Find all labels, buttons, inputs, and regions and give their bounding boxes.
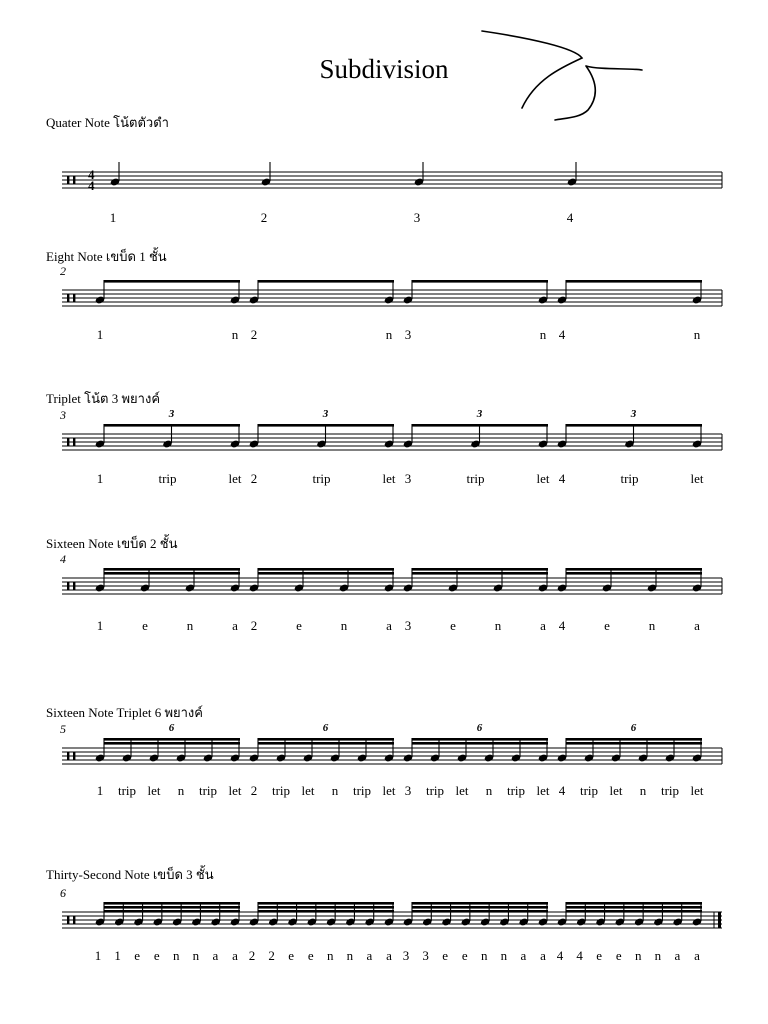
count-syllable: let <box>228 783 242 798</box>
count-syllable: let <box>228 471 242 486</box>
count-syllable: e <box>450 618 456 633</box>
percussion-clef <box>73 176 75 184</box>
count-syllable: n <box>693 327 701 342</box>
count-syllable: n <box>327 948 334 963</box>
count-syllable: a <box>386 618 392 633</box>
percussion-clef <box>73 752 75 760</box>
beam <box>412 738 548 741</box>
count-syllable: trip <box>620 471 639 486</box>
count-syllable: let <box>690 783 704 798</box>
percussion-clef <box>67 294 69 302</box>
count-syllable: a <box>212 948 219 963</box>
beam <box>412 906 548 909</box>
count-syllable: a <box>694 948 700 963</box>
count-syllable: 1 <box>109 210 117 225</box>
count-syllable: n <box>500 948 508 963</box>
count-syllable: 1 <box>94 948 102 963</box>
count-syllable: e <box>461 948 468 963</box>
count-syllable: 2 <box>260 210 268 225</box>
percussion-clef <box>73 582 75 590</box>
signature-scribble <box>482 31 642 120</box>
percussion-clef <box>67 438 69 446</box>
count-syllable: 3 <box>422 948 429 963</box>
count-syllable: 2 <box>250 783 258 798</box>
tuplet-number: 3 <box>476 408 483 420</box>
section-title: Thirty-Second Note เขบ็ด 3 ชั้น <box>46 867 214 882</box>
tuplet-number: 6 <box>322 722 329 734</box>
count-syllable: 3 <box>402 948 410 963</box>
beam <box>104 572 240 575</box>
count-syllable: n <box>494 618 502 633</box>
count-syllable: 2 <box>250 618 258 633</box>
beam <box>566 742 702 745</box>
count-syllable: trip <box>198 783 218 798</box>
beam <box>566 568 702 571</box>
count-syllable: n <box>346 948 354 963</box>
section-title: Triplet โน้ต 3 พยางค์ <box>46 391 161 406</box>
count-syllable: 4 <box>556 948 564 963</box>
count-syllable: 3 <box>404 783 412 798</box>
count-syllable: n <box>340 618 348 633</box>
count-syllable: 4 <box>566 210 574 225</box>
count-syllable: let <box>382 783 396 798</box>
beam <box>566 902 702 905</box>
beam <box>104 910 240 913</box>
count-syllable: 1 <box>96 327 104 342</box>
count-syllable: n <box>639 783 647 798</box>
count-syllable: let <box>690 471 704 486</box>
count-syllable: a <box>366 948 373 963</box>
beam <box>258 572 394 575</box>
tuplet-number: 3 <box>168 408 175 420</box>
time-signature-bottom: 4 <box>88 178 95 193</box>
count-syllable: let <box>536 471 550 486</box>
count-syllable: a <box>674 948 681 963</box>
count-syllable: a <box>386 948 392 963</box>
count-syllable: 4 <box>558 618 566 633</box>
beam <box>412 742 548 745</box>
count-syllable: trip <box>466 471 485 486</box>
count-syllable: trip <box>117 783 137 798</box>
page-title: Subdivision <box>319 54 449 84</box>
beam <box>104 738 240 741</box>
beam <box>258 910 394 913</box>
count-syllable: e <box>288 948 295 963</box>
count-syllable: 2 <box>268 948 275 963</box>
count-syllable: 4 <box>558 471 566 486</box>
count-syllable: e <box>615 948 622 963</box>
tuplet-number: 3 <box>630 408 637 420</box>
count-syllable: e <box>442 948 449 963</box>
count-syllable: n <box>654 948 662 963</box>
beam <box>566 572 702 575</box>
beam <box>258 280 394 283</box>
count-syllable: e <box>134 948 141 963</box>
count-syllable: 4 <box>558 327 566 342</box>
count-syllable: 4 <box>576 948 583 963</box>
count-syllable: trip <box>425 783 445 798</box>
beam <box>412 424 548 427</box>
tuplet-number: 6 <box>476 722 483 734</box>
count-syllable: e <box>142 618 148 633</box>
count-syllable: 1 <box>114 948 121 963</box>
section-title: Eight Note เขบ็ด 1 ชั้น <box>46 249 167 264</box>
count-syllable: trip <box>158 471 177 486</box>
count-syllable: n <box>539 327 547 342</box>
count-syllable: let <box>382 471 396 486</box>
count-syllable: 2 <box>248 948 256 963</box>
count-syllable: 1 <box>96 618 104 633</box>
count-syllable: 3 <box>404 471 412 486</box>
count-syllable: 3 <box>404 618 412 633</box>
count-syllable: n <box>177 783 185 798</box>
beam <box>412 280 548 283</box>
count-syllable: let <box>536 783 550 798</box>
count-syllable: 4 <box>558 783 566 798</box>
count-syllable: e <box>596 948 603 963</box>
beam <box>258 906 394 909</box>
count-syllable: trip <box>352 783 372 798</box>
count-syllable: a <box>540 618 546 633</box>
count-syllable: trip <box>660 783 680 798</box>
count-syllable: 3 <box>404 327 412 342</box>
count-syllable: e <box>153 948 160 963</box>
count-syllable: a <box>694 618 700 633</box>
count-syllable: let <box>455 783 469 798</box>
count-syllable: 1 <box>96 783 104 798</box>
percussion-clef <box>73 916 75 924</box>
beam <box>566 280 702 283</box>
percussion-clef <box>73 438 75 446</box>
count-syllable: n <box>186 618 194 633</box>
measure-number: 2 <box>60 264 66 278</box>
count-syllable: n <box>635 948 642 963</box>
final-barline <box>718 912 721 928</box>
beam <box>104 906 240 909</box>
measure-number: 6 <box>60 886 66 900</box>
count-syllable: n <box>648 618 656 633</box>
count-syllable: trip <box>579 783 599 798</box>
percussion-clef <box>67 582 69 590</box>
measure-number: 3 <box>60 408 66 422</box>
beam <box>566 738 702 741</box>
count-syllable: a <box>232 618 238 633</box>
beam <box>566 424 702 427</box>
count-syllable: n <box>231 327 239 342</box>
beam <box>104 902 240 905</box>
tuplet-number: 6 <box>168 722 175 734</box>
measure-number: 5 <box>60 722 66 736</box>
percussion-clef <box>67 752 69 760</box>
section-title: Sixteen Note Triplet 6 พยางค์ <box>46 705 203 720</box>
beam <box>566 910 702 913</box>
count-syllable: n <box>192 948 200 963</box>
beam <box>566 906 702 909</box>
count-syllable: a <box>232 948 238 963</box>
count-syllable: 2 <box>250 471 258 486</box>
count-syllable: n <box>481 948 488 963</box>
measure-number: 4 <box>60 552 66 566</box>
count-syllable: n <box>331 783 339 798</box>
time-signature-top: 4 <box>88 167 95 182</box>
beam <box>258 424 394 427</box>
beam <box>258 738 394 741</box>
beam <box>258 902 394 905</box>
count-syllable: a <box>520 948 527 963</box>
count-syllable: let <box>301 783 315 798</box>
section-title: Quater Note โน้ตตัวดำ <box>46 115 169 130</box>
count-syllable: e <box>307 948 314 963</box>
count-syllable: 3 <box>413 210 421 225</box>
beam <box>258 568 394 571</box>
count-syllable: let <box>147 783 161 798</box>
count-syllable: e <box>296 618 302 633</box>
section-title: Sixteen Note เขบ็ด 2 ชั้น <box>46 536 178 551</box>
beam <box>412 568 548 571</box>
count-syllable: 1 <box>96 471 104 486</box>
beam <box>412 902 548 905</box>
tuplet-number: 3 <box>322 408 329 420</box>
percussion-clef <box>73 294 75 302</box>
count-syllable: n <box>385 327 393 342</box>
beam <box>104 424 240 427</box>
percussion-clef <box>67 176 69 184</box>
count-syllable: trip <box>506 783 526 798</box>
beam <box>258 742 394 745</box>
count-syllable: 2 <box>250 327 258 342</box>
count-syllable: let <box>609 783 623 798</box>
count-syllable: n <box>173 948 180 963</box>
beam <box>412 572 548 575</box>
count-syllable: trip <box>312 471 331 486</box>
count-syllable: n <box>485 783 493 798</box>
beam <box>104 280 240 283</box>
beam <box>104 568 240 571</box>
tuplet-number: 6 <box>630 722 637 734</box>
beam <box>412 910 548 913</box>
beam <box>104 742 240 745</box>
count-syllable: e <box>604 618 610 633</box>
count-syllable: trip <box>271 783 291 798</box>
count-syllable: a <box>540 948 546 963</box>
percussion-clef <box>67 916 69 924</box>
